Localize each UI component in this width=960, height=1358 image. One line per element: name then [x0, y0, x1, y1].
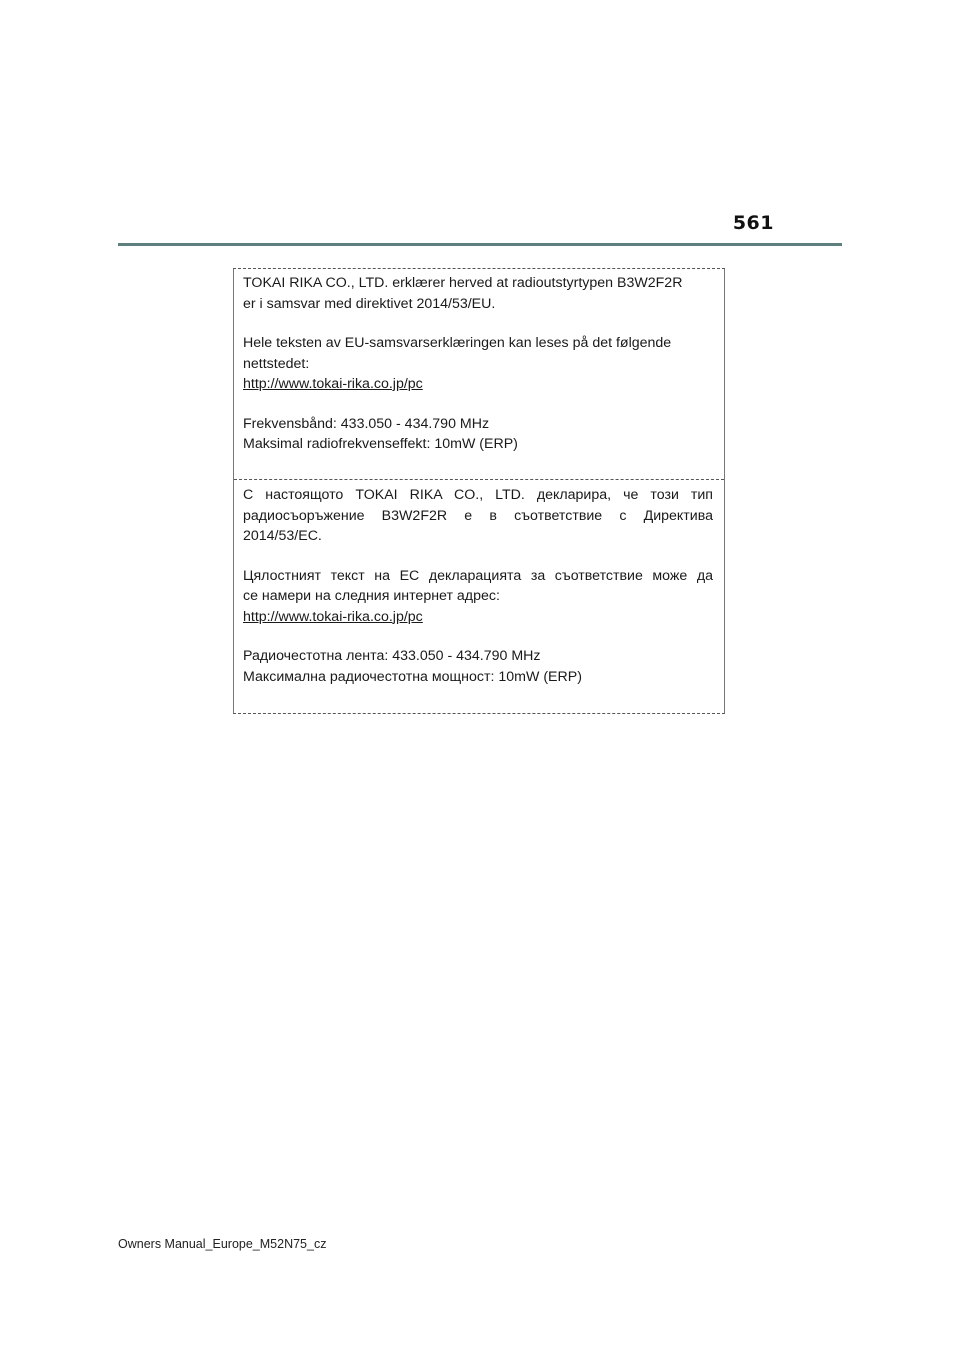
bulgarian-fulltext-line: Цялостният текст на ЕС декларацията за съответствие може да — [243, 567, 713, 584]
radio-equipment-notice-box — [233, 268, 725, 714]
header-rule — [118, 243, 842, 246]
bulgarian-declaration — [243, 485, 713, 687]
bulgarian-frequency-band: Радиочестотна лента: 433.050 - 434.790 MHz — [243, 648, 541, 664]
bulgarian-fulltext-line: се намери на следния интернет адрес: — [243, 588, 500, 604]
bulgarian-website-link[interactable]: http://www.tokai-rika.co.jp/pc — [243, 608, 423, 625]
norwegian-declaration-line: er i samsvar med direktivet 2014/53/EU. — [243, 295, 496, 312]
document-footer: Owners Manual_Europe_M52N75_cz — [118, 1237, 327, 1251]
bulgarian-declaration-line: 2014/53/EC. — [243, 528, 322, 544]
norwegian-fulltext-line: nettstedet: — [243, 355, 310, 372]
norwegian-fulltext-line: Hele teksten av EU-samsvarserklæringen kan leses på det følgende — [243, 335, 672, 351]
bulgarian-declaration-line: радиосъоръжение B3W2F2R е в съответствие с Директива — [243, 507, 713, 524]
norwegian-max-power: Maksimal radiofrekvenseffekt: 10mW (ERP) — [243, 436, 518, 452]
section-divider — [234, 479, 724, 480]
norwegian-frequency-band: Frekvensbånd: 433.050 - 434.790 MHz — [243, 415, 490, 432]
norwegian-website-link[interactable]: http://www.tokai-rika.co.jp/pc — [243, 376, 423, 392]
bulgarian-declaration-line: С настоящото TOKAI RIKA CO., LTD. декларира, че този тип — [243, 487, 713, 503]
norwegian-declaration — [243, 273, 713, 455]
bulgarian-max-power: Максимална радиочестотна мощност: 10mW (ERP) — [243, 668, 582, 685]
norwegian-declaration-line: TOKAI RIKA CO., LTD. erklærer herved at radioutstyrtypen B3W2F2R — [243, 275, 683, 291]
page-number: 561 — [732, 212, 774, 234]
